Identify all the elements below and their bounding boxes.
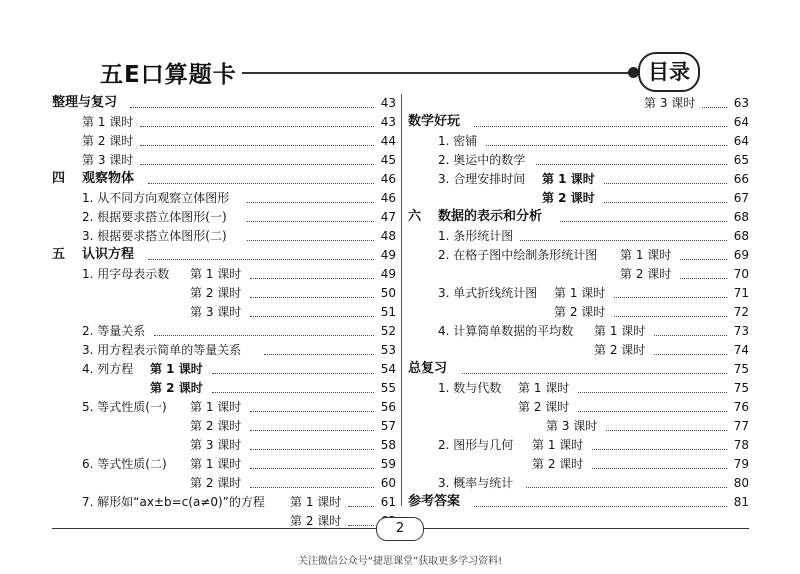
- toc-item[interactable]: [52, 493, 396, 511]
- toc-leader: [614, 303, 729, 317]
- toc-unit-title: 观察物体: [82, 171, 135, 186]
- toc-lesson: 第 2 课时: [532, 457, 584, 471]
- toc-unit[interactable]: [408, 113, 749, 131]
- toc-item[interactable]: [52, 398, 396, 416]
- toc-leader: [212, 360, 376, 374]
- toc-item[interactable]: [408, 436, 749, 454]
- toc-page: 57: [374, 417, 396, 435]
- toc-unit-number: 四: [52, 171, 66, 186]
- toc-page: 55: [374, 379, 396, 397]
- toc-page: 67: [727, 189, 749, 207]
- toc-page: 69: [727, 246, 749, 264]
- toc-lesson: 第 2 课时: [554, 305, 606, 319]
- toc-unit-title: 数学好玩: [408, 114, 461, 129]
- toc-page: 73: [727, 322, 749, 340]
- toc-leader: [247, 208, 376, 222]
- toc-leader: [250, 455, 376, 469]
- toc-leader: [474, 493, 729, 507]
- toc-unit[interactable]: [52, 246, 396, 264]
- page-number: 2: [376, 517, 424, 541]
- toc-page: 49: [374, 265, 396, 283]
- toc-page: 71: [727, 284, 749, 302]
- toc-page: 52: [374, 322, 396, 340]
- toc-unit[interactable]: [52, 94, 396, 112]
- toc-page: 76: [727, 398, 749, 416]
- toc-item-label: 3. 用方程表示简单的等量关系: [82, 343, 242, 357]
- toc-lesson: 第 2 课时: [190, 286, 242, 300]
- toc-page: 66: [727, 170, 749, 188]
- toc-leader: [578, 379, 729, 393]
- toc-item-label: 3. 概率与统计: [438, 476, 514, 490]
- toc-leader: [486, 132, 729, 146]
- toc-item-label: 4. 列方程: [82, 362, 134, 376]
- toc-leader: [702, 94, 729, 108]
- toc-item[interactable]: [52, 265, 396, 283]
- toc-lesson: 第 3 课时: [644, 96, 696, 110]
- toc-lesson: 第 3 课时: [190, 438, 242, 452]
- toc-page: 60: [374, 474, 396, 492]
- toc-item-label: 6. 等式性质(二): [82, 457, 167, 471]
- toc-page: 44: [374, 132, 396, 150]
- toc-lesson: 第 1 课时: [542, 172, 595, 186]
- toc-page: 43: [374, 113, 396, 131]
- toc-lesson: 第 1 课时: [594, 324, 646, 338]
- toc-page: 53: [374, 341, 396, 359]
- toc-page: 59: [374, 455, 396, 473]
- toc-page: 68: [727, 208, 749, 226]
- toc-page: 51: [374, 303, 396, 321]
- toc-item-label: 3. 合理安排时间: [438, 172, 526, 186]
- toc-item[interactable]: [52, 379, 396, 397]
- toc-leader: [250, 417, 376, 431]
- toc-leader: [247, 227, 376, 241]
- toc-leader: [680, 265, 729, 279]
- toc-leader: [348, 512, 376, 526]
- toc-lesson: 第 2 课时: [542, 191, 595, 205]
- toc-leader: [148, 246, 376, 260]
- toc-item[interactable]: [408, 398, 749, 416]
- toc-item[interactable]: [52, 132, 396, 150]
- toc-page: 56: [374, 398, 396, 416]
- toc-page: 50: [374, 284, 396, 302]
- toc-lesson: 第 2 课时: [190, 419, 242, 433]
- toc-item-label: 1. 条形统计图: [438, 229, 514, 243]
- toc-item[interactable]: [52, 113, 396, 131]
- toc-leader: [212, 379, 376, 393]
- toc-page: 75: [727, 360, 749, 378]
- header-rule: [242, 72, 635, 74]
- toc-item-label: 1. 从不同方向观察立体图形: [82, 191, 230, 205]
- toc-leader: [250, 474, 376, 488]
- toc-leader: [140, 132, 376, 146]
- toc-leader: [148, 170, 376, 184]
- toc-leader: [526, 474, 729, 488]
- toc-item[interactable]: [52, 208, 396, 226]
- toc-page: 65: [727, 151, 749, 169]
- toc-item[interactable]: [52, 360, 396, 378]
- toc-page: 63: [727, 94, 749, 112]
- toc-leader: [578, 398, 729, 412]
- toc-leader: [140, 151, 376, 165]
- toc-leader: [560, 208, 729, 222]
- toc-leader: [520, 227, 729, 241]
- toc-page: 61: [374, 493, 396, 511]
- toc-leader: [140, 113, 376, 127]
- toc-unit-title: 整理与复习: [52, 95, 118, 110]
- toc-item[interactable]: [408, 265, 749, 283]
- toc-leader: [462, 360, 729, 374]
- toc-item[interactable]: [52, 227, 396, 245]
- toc-item[interactable]: [52, 189, 396, 207]
- toc-item-label: 2. 根据要求搭立体图形(一): [82, 210, 227, 224]
- toc-unit-number: 五: [52, 247, 66, 262]
- toc-lesson: 第 1 课时: [290, 495, 342, 509]
- toc-lesson: 第 3 课时: [190, 305, 242, 319]
- toc-page: 70: [727, 265, 749, 283]
- toc-unit[interactable]: [408, 493, 749, 511]
- toc-item[interactable]: [52, 322, 396, 340]
- toc-page: 80: [727, 474, 749, 492]
- toc-lesson: 第 1 课时: [190, 267, 242, 281]
- toc-lesson: 第 1 课时: [150, 362, 203, 376]
- toc-item[interactable]: [52, 455, 396, 473]
- toc-leader: [130, 94, 376, 108]
- toc-page: 64: [727, 113, 749, 131]
- toc-item[interactable]: [408, 246, 749, 264]
- toc-page: 49: [374, 246, 396, 264]
- toc-unit[interactable]: [52, 170, 396, 188]
- toc-leader: [606, 417, 729, 431]
- toc-leader: [654, 322, 729, 336]
- toc-item-label: 第 1 课时: [82, 115, 134, 129]
- toc-leader: [614, 284, 729, 298]
- toc-page: 47: [374, 208, 396, 226]
- toc-lesson: 第 2 课时: [620, 267, 672, 281]
- toc-lesson: 第 2 课时: [190, 476, 242, 490]
- toc-leader: [536, 151, 729, 165]
- toc-item[interactable]: [52, 474, 396, 492]
- toc-item[interactable]: [408, 303, 749, 321]
- toc-item-label: 1. 数与代数: [438, 381, 502, 395]
- toc-unit-title: 参考答案: [408, 494, 461, 509]
- toc-unit[interactable]: [408, 208, 749, 226]
- toc-item-label: 第 3 课时: [82, 153, 134, 167]
- toc-lesson: 第 2 课时: [150, 381, 203, 395]
- toc-unit-number: 六: [408, 209, 422, 224]
- toc-item[interactable]: [408, 227, 749, 245]
- toc-leader: [592, 455, 729, 469]
- toc-item-label: 2. 奥运中的数学: [438, 153, 526, 167]
- toc-item[interactable]: [408, 455, 749, 473]
- toc-page: 48: [374, 227, 396, 245]
- toc-page: 74: [727, 341, 749, 359]
- toc-page: 46: [374, 189, 396, 207]
- toc-page: 81: [727, 493, 749, 511]
- toc-leader: [250, 398, 376, 412]
- toc-leader: [474, 113, 729, 127]
- toc-lesson: 第 2 课时: [290, 514, 342, 528]
- toc-item-label: 7. 解形如“ax±b=c(a≠0)”的方程: [82, 495, 265, 509]
- toc-page: 77: [727, 417, 749, 435]
- toc-page: 45: [374, 151, 396, 169]
- toc-lesson: 第 1 课时: [620, 248, 672, 262]
- toc-leader: [348, 493, 376, 507]
- toc-item[interactable]: [408, 322, 749, 340]
- toc-item-label: 1. 密铺: [438, 134, 478, 148]
- toc-leader: [264, 341, 376, 355]
- toc-page: 68: [727, 227, 749, 245]
- toc-lesson: 第 2 课时: [518, 400, 570, 414]
- toc-page: 79: [727, 455, 749, 473]
- toc-lesson: 第 1 课时: [518, 381, 570, 395]
- toc-item-label: 第 2 课时: [82, 134, 134, 148]
- toc-page: 54: [374, 360, 396, 378]
- toc-item[interactable]: [52, 341, 396, 359]
- toc-item[interactable]: [408, 417, 749, 435]
- toc-item-label: 2. 等量关系: [82, 324, 146, 338]
- toc-leader: [604, 170, 729, 184]
- toc-leader: [680, 246, 729, 260]
- toc-item-label: 1. 用字母表示数: [82, 267, 170, 281]
- footer-note: 关注微信公众号“捷思课堂”获取更多学习资料!: [297, 556, 503, 567]
- toc-lesson: 第 3 课时: [546, 419, 598, 433]
- toc-page: 46: [374, 170, 396, 188]
- toc-item-label: 4. 计算简单数据的平均数: [438, 324, 574, 338]
- toc-item-label: 2. 图形与几何: [438, 438, 514, 452]
- toc-item[interactable]: [408, 151, 749, 169]
- toc-item[interactable]: [408, 170, 749, 188]
- toc-item[interactable]: [408, 341, 749, 359]
- toc-unit-title: 认识方程: [82, 247, 135, 262]
- toc-page: 72: [727, 303, 749, 321]
- toc-item[interactable]: [408, 284, 749, 302]
- toc-unit-title: 总复习: [408, 361, 448, 376]
- toc-item[interactable]: [408, 189, 749, 207]
- toc-item[interactable]: [52, 417, 396, 435]
- toc-item[interactable]: [52, 436, 396, 454]
- toc-leader: [154, 322, 376, 336]
- toc-page: 75: [727, 379, 749, 397]
- toc-item[interactable]: [408, 94, 749, 112]
- toc-leader: [604, 189, 729, 203]
- toc-item[interactable]: [408, 379, 749, 397]
- toc-unit-title: 数据的表示和分析: [438, 209, 543, 224]
- toc-leader: [654, 341, 729, 355]
- toc-leader: [250, 436, 376, 450]
- toc-item[interactable]: [52, 151, 396, 169]
- toc-lesson: 第 1 课时: [554, 286, 606, 300]
- toc-lesson: 第 1 课时: [190, 400, 242, 414]
- toc-item[interactable]: [52, 303, 396, 321]
- toc-lesson: 第 1 课时: [190, 457, 242, 471]
- toc-leader: [250, 284, 376, 298]
- divider: [401, 94, 402, 506]
- toc-item[interactable]: [408, 474, 749, 492]
- page-title: 五E口算题卡: [100, 62, 237, 88]
- toc-page: 78: [727, 436, 749, 454]
- toc-item[interactable]: [52, 284, 396, 302]
- toc-item[interactable]: [408, 132, 749, 150]
- toc-page: 43: [374, 94, 396, 112]
- toc-leader: [247, 189, 376, 203]
- toc-leader: [250, 303, 376, 317]
- toc-leader: [592, 436, 729, 450]
- contents-badge: 目录: [638, 52, 700, 92]
- toc-item-label: 3. 根据要求搭立体图形(二): [82, 229, 227, 243]
- toc-lesson: 第 1 课时: [532, 438, 584, 452]
- toc-item-label: 2. 在格子图中绘制条形统计图: [438, 248, 598, 262]
- toc-unit[interactable]: [408, 360, 749, 378]
- toc-item-label: 3. 单式折线统计图: [438, 286, 538, 300]
- toc-leader: [250, 265, 376, 279]
- toc-item-label: 5. 等式性质(一): [82, 400, 167, 414]
- toc-lesson: 第 2 课时: [594, 343, 646, 357]
- toc-page: 64: [727, 132, 749, 150]
- toc-page: 58: [374, 436, 396, 454]
